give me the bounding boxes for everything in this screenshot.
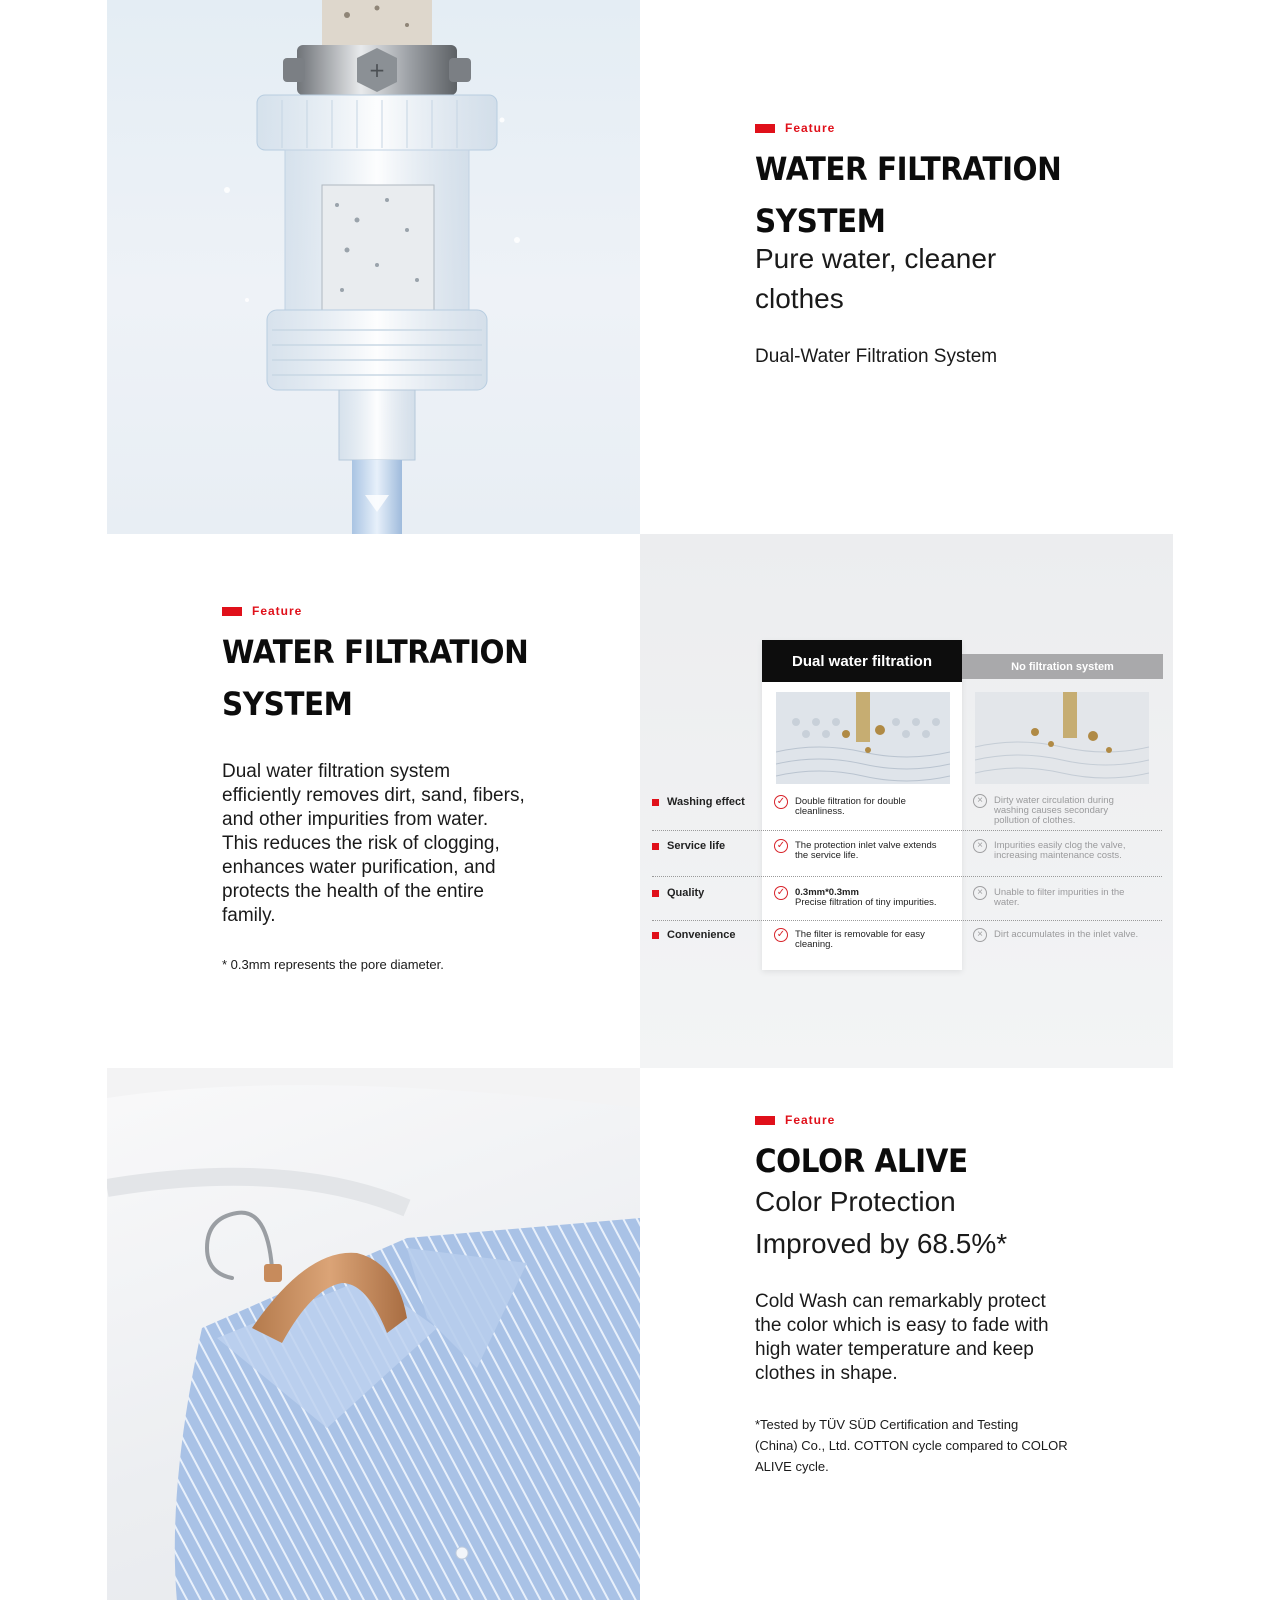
section-footnote bbox=[755, 1414, 1165, 1477]
dual-filtration-thumbnail bbox=[776, 692, 950, 784]
section-subheadline bbox=[755, 239, 1155, 319]
row-label-text: Convenience bbox=[667, 929, 736, 941]
bad-cell-washing-effect bbox=[973, 796, 1165, 826]
section-water-filtration-intro bbox=[107, 0, 1173, 534]
row-label-convenience bbox=[652, 929, 735, 941]
subheadline-line: Pure water, cleaner bbox=[755, 243, 997, 274]
feature-label: Feature bbox=[785, 121, 836, 135]
cell-line: Dirt accumulates in the inlet valve. bbox=[994, 929, 1139, 940]
water-filtration-intro-text bbox=[640, 0, 1173, 534]
bad-cell-quality bbox=[973, 888, 1165, 908]
body-line: efficiently removes dirt, sand, fibers, bbox=[222, 785, 525, 806]
check-circle-icon: ✓ bbox=[774, 839, 788, 853]
headline-line: WATER FILTRATION bbox=[222, 633, 529, 671]
footnote-line: ALIVE cycle. bbox=[755, 1459, 829, 1474]
no-filtration-thumbnail bbox=[975, 692, 1149, 784]
cell-line: Unable to filter impurities in the bbox=[994, 887, 1125, 898]
section-color-alive bbox=[107, 1068, 1173, 1600]
row-marker bbox=[652, 799, 659, 806]
row-divider bbox=[652, 876, 1162, 877]
headline-line: WATER FILTRATION bbox=[755, 150, 1062, 188]
row-label-text: Quality bbox=[667, 887, 705, 899]
cell-text bbox=[994, 796, 1114, 826]
cell-line: The protection inlet valve extends bbox=[795, 840, 937, 851]
color-alive-text bbox=[640, 1068, 1173, 1600]
water-filtration-details-text bbox=[107, 534, 640, 1068]
good-cell-washing-effect bbox=[774, 797, 959, 817]
body-line: Dual water filtration system bbox=[222, 761, 451, 782]
row-divider bbox=[652, 830, 1162, 831]
row-marker bbox=[652, 843, 659, 850]
feature-accent-bar bbox=[755, 1116, 775, 1125]
section-headline bbox=[222, 626, 599, 730]
good-cell-service-life bbox=[774, 841, 959, 861]
cell-text bbox=[795, 888, 937, 908]
section-water-filtration-details bbox=[107, 534, 1173, 1068]
section-body bbox=[222, 760, 632, 928]
cell-line: increasing maintenance costs. bbox=[994, 850, 1122, 861]
cell-line: washing causes secondary bbox=[994, 805, 1109, 816]
no-filtration-header: No filtration system bbox=[962, 654, 1163, 679]
body-line: high water temperature and keep bbox=[755, 1339, 1034, 1360]
body-line: Cold Wash can remarkably protect bbox=[755, 1291, 1046, 1312]
comparison-table bbox=[640, 534, 1173, 1068]
shirt-hanger-image bbox=[107, 1068, 640, 1600]
cell-line: cleanliness. bbox=[795, 806, 845, 817]
body-line: family. bbox=[222, 905, 276, 926]
cell-line: Double filtration for double bbox=[795, 796, 906, 807]
comparison-panel bbox=[640, 534, 1173, 1068]
row-label-quality bbox=[652, 887, 704, 899]
section-caption: Dual-Water Filtration System bbox=[755, 346, 998, 367]
body-line: the color which is easy to fade with bbox=[755, 1315, 1049, 1336]
cell-line: Impurities easily clog the valve, bbox=[994, 840, 1126, 851]
subheadline-line: Color Protection bbox=[755, 1186, 956, 1217]
section-body bbox=[755, 1290, 1165, 1386]
cell-line: water. bbox=[994, 897, 1020, 908]
subheadline-line: Improved by 68.5%* bbox=[755, 1228, 1008, 1259]
section-subheadline bbox=[755, 1181, 1165, 1265]
feature-label: Feature bbox=[252, 604, 303, 618]
x-circle-icon: × bbox=[973, 794, 987, 808]
x-circle-icon: × bbox=[973, 839, 987, 853]
section-footnote: * 0.3mm represents the pore diameter. bbox=[222, 957, 444, 972]
feature-tag bbox=[755, 121, 1155, 135]
body-line: enhances water purification, and bbox=[222, 857, 496, 878]
shirt-hanger-illustration bbox=[107, 1068, 640, 1600]
row-label-washing-effect bbox=[652, 796, 745, 808]
footnote-line: *Tested by TÜV SÜD Certification and Testing bbox=[755, 1417, 1019, 1432]
cell-line: Precise filtration of tiny impurities. bbox=[795, 897, 937, 908]
row-divider bbox=[652, 920, 1162, 921]
row-marker bbox=[652, 932, 659, 939]
row-label-service-life bbox=[652, 840, 725, 852]
good-cell-quality bbox=[774, 888, 959, 908]
row-label-text: Washing effect bbox=[667, 796, 745, 808]
cell-text bbox=[994, 841, 1125, 861]
cell-text bbox=[994, 930, 1138, 942]
cell-line: Dirty water circulation during bbox=[994, 795, 1114, 806]
body-line: and other impurities from water. bbox=[222, 809, 489, 830]
svg-text:+: + bbox=[368, 58, 386, 82]
good-cell-convenience bbox=[774, 930, 959, 950]
subheadline-line: clothes bbox=[755, 283, 844, 314]
body-line: This reduces the risk of clogging, bbox=[222, 833, 500, 854]
footnote-line: (China) Co., Ltd. COTTON cycle compared to COLOR bbox=[755, 1438, 1068, 1453]
cell-text bbox=[994, 888, 1124, 908]
body-line: clothes in shape. bbox=[755, 1363, 898, 1384]
feature-accent-bar bbox=[222, 607, 242, 616]
feature-tag bbox=[222, 604, 632, 618]
headline-line: SYSTEM bbox=[755, 202, 886, 240]
check-circle-icon: ✓ bbox=[774, 795, 788, 809]
bad-cell-service-life bbox=[973, 841, 1165, 861]
section-headline bbox=[755, 143, 1123, 247]
cell-line: cleaning. bbox=[795, 939, 834, 950]
cell-text bbox=[795, 797, 906, 817]
cell-line: the service life. bbox=[795, 850, 859, 861]
bad-cell-convenience bbox=[973, 930, 1165, 942]
row-label-text: Service life bbox=[667, 840, 726, 852]
cell-line: The filter is removable for easy bbox=[795, 929, 925, 940]
cell-line: 0.3mm*0.3mm bbox=[795, 887, 859, 898]
feature-label: Feature bbox=[785, 1113, 836, 1127]
check-circle-icon: ✓ bbox=[774, 886, 788, 900]
body-line: protects the health of the entire bbox=[222, 881, 484, 902]
row-marker bbox=[652, 890, 659, 897]
section-headline: COLOR ALIVE bbox=[755, 1142, 968, 1180]
cell-text bbox=[795, 930, 925, 950]
water-filter-illustration bbox=[107, 0, 640, 534]
cell-line: pollution of clothes. bbox=[994, 815, 1076, 826]
headline-line: SYSTEM bbox=[222, 685, 353, 723]
feature-tag bbox=[755, 1113, 1165, 1127]
water-filter-image bbox=[107, 0, 640, 534]
x-circle-icon: × bbox=[973, 928, 987, 942]
feature-accent-bar bbox=[755, 124, 775, 133]
dual-filtration-header: Dual water filtration bbox=[762, 640, 962, 682]
x-circle-icon: × bbox=[973, 886, 987, 900]
cell-text bbox=[795, 841, 937, 861]
check-circle-icon: ✓ bbox=[774, 928, 788, 942]
